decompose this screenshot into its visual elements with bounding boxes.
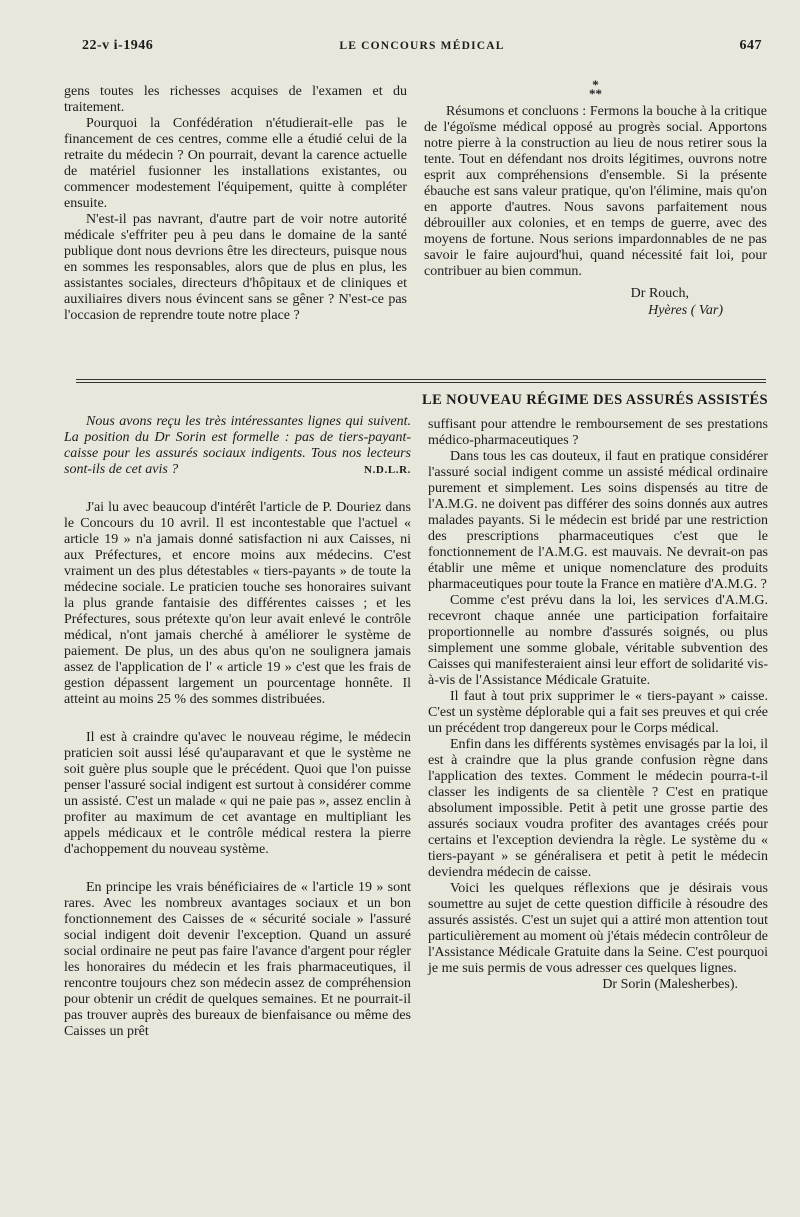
article-signature: Dr Sorin (Malesherbes). [602,977,738,992]
previous-article-left-column [64,84,407,324]
paragraph: Dans tous les cas douteux, il faut en pratique considérer l'assuré social indigent comme un assisté médical ordinaire purement et simplement. Les soins dispensés au titre de l'A.M.G. ne doivent pas différer des soins donnés aux autres malades payants. Si le médecin est bridé par une restriction des prescriptions pharmaceutiques c'est que le fonctionnement de l'A.M.G. est mauvais. Ne devrait-on pas établir une même et unique nomenclature des produits pharmaceutiques pour toute la France en matière d'A.M.G. ? [428,449,768,592]
paragraph: Il est à craindre qu'avec le nouveau régime, le médecin praticien soit aussi lésé qu'auparavant et que le système ne soit guère plus souple que le précédent. Quoi que l'on puisse penser l'assuré social indigent est surtout à considérer comme un assisté. C'est un malade « qui ne paie pas », assez enclin à profiter au maximum de cet avantage en multipliant les appels médicaux et le contrôle médical restera la pierre d'achoppement du nouveau système. [64,730,411,857]
asterism-separator: * ** [589,77,602,101]
article-right-column [428,417,768,993]
paragraph: N'est-il pas navrant, d'autre part de voir notre autorité médicale s'effriter peu à peu dans le domaine de la santé publique dont nous devrions être les directeurs, puisque nous en sommes les responsables, alors que de plus en plus, les assistantes sociales, directeurs d'hôpitaux et de cliniques et auxiliaires divers nous évincent sans se gêner ? N'est-ce pas l'occasion de reprendre toute notre place ? [64,212,407,323]
paragraph: Voici les quelques réflexions que je désirais vous soumettre au sujet de cette question difficile à résoudre des assurés assistés. C'est un sujet qui a attiré mon attention tout particulièrement au moment où j'étais médecin contrôleur de l'Assistance Médicale Gratuite dans la Seine. C'est pourquoi je me suis permis de vous adresser ces quelques lignes. [428,881,768,976]
paragraph: Il faut à tout prix supprimer le « tiers-payant » caisse. C'est un système déplorable qui a fait ses preuves et qui crée un précédent trop dangereux pour le Corps médical. [428,689,768,736]
author-location: Hyères ( Var) [648,303,723,318]
editor-note-text: Nous avons reçu les très intéressantes lignes qui suivent. La position du Dr Sorin est formelle : pas de tiers-payant-caisse pour les assurés sociaux indigents. Tous nos lecteurs sont-ils de cet avis ? [64,414,411,477]
article-left-column [64,414,411,1040]
paragraph: gens toutes les richesses acquises de l'examen et du traitement. [64,84,407,115]
paragraph: Comme c'est prévu dans la loi, les services d'A.M.G. recevront chaque année une participation forfaitaire proportionnelle au nombre d'assurés soignés, ou plus simplement une somme globale, véritable subvention des Caisses qui manifesteraient ainsi leur effort de solidarité vis-à-vis de l'Assistance Médicale Gratuite. [428,593,768,688]
paragraph: Pourquoi la Confédération n'étudierait-elle pas le financement de ces centres, comme elle a étudié celui de la retraite du médecin ? On pourrait, devant la carence actuelle de matériel fusionner les installations existantes, ou commencer modestement l'équipement, quitte à compléter ensuite. [64,116,407,211]
editor-note-signature: N.D.L.R. [364,464,411,476]
paragraph: En principe les vrais bénéficiaires de « l'article 19 » sont rares. Avec les nombreux avantages sociaux et un bon fonctionnement des Caisses de « sécurité sociale » l'assuré social indigent doit devenir l'exception. Quand un assuré social ordinaire ne peut pas faire l'avance d'argent pour régler les honoraires du médecin et les frais pharmaceutiques, il rencontre toujours chez son médecin assez de compréhension pour obtenir un crédit de quelques semaines. Et ne pourrait-il pas trouver auprès des bureaux de bienfaisance ou même des Caisses un prêt [64,880,411,1039]
page-number: 647 [739,38,762,53]
previous-article-right-column [424,77,767,319]
paragraph: Enfin dans les différents systèmes envisagés par la loi, il est à craindre que la plus grande confusion règne dans l'application des textes. Comment le médecin pourra-t-il classer les indigents de sa clientèle ? C'est en pratique absolument impossible. Petit à petit une grosse partie des assurés sociaux voudra profiter des avantages créés pour certains et l'exception deviendra la règle. Le système du « tiers-payant » se généralisera et petit à petit le médecin deviendra médecin de caisse. [428,737,768,880]
article-title: LE NOUVEAU RÉGIME DES ASSURÉS ASSISTÉS [422,392,768,408]
conclusion-paragraph: Résumons et concluons : Fermons la bouche à la critique de l'égoïsme médical opposé au progrès social. Apportons notre pierre à la construction au lieu de nous retirer sous la tente. Tout en défendant nos droits légitimes, ouvrons notre esprit aux compréhensions d'ensemble. Si la présente ébauche est sans valeur pratique, qu'on l'élimine, mais qu'on en apporte d'autres. Nous savons parfaitement nous débrouiller aux colonies, et en temps de guerre, avec des moyens de fortune. Nous serions impardonnables de ne pas savoir le faire aujourd'hui, quand nécessité fait loi, pour contribuer au bien commun. [424,104,767,279]
editor-note [64,414,411,478]
section-divider [76,382,766,383]
author-signature: Dr Rouch, [630,286,689,301]
running-header [82,38,762,56]
issue-date: 22-v i-1946 [82,38,154,53]
section-divider [76,379,766,380]
paragraph: J'ai lu avec beaucoup d'intérêt l'article de P. Douriez dans le Concours du 10 avril. Il est incontestable que l'actuel « article 19 » n'a jamais donné satisfaction ni aux Caisses, ni aux Préfectures, et encore moins aux médecins. C'est vraiment un des plus détestables « tiers-payants » de toute la médecine sociale. Le praticien touche ses honoraires suivant la plus grande fantaisie des différentes caisses ; et les Préfectures, sous prétexte qu'on leur avait enlevé le contrôle médical, n'ont jamais cherché à améliorer le système de paiement. De plus, un des abus qu'on ne soulignera jamais assez de l'application de l' « article 19 » c'est que les frais de gestion dépassent largement un pourcentage honnête. Il atteint au moins 25 % des sommes distribuées. [64,500,411,707]
journal-title: LE CONCOURS MÉDICAL [339,40,505,52]
paragraph: suffisant pour attendre le remboursement de ses prestations médico-pharmaceutiques ? [428,417,768,448]
